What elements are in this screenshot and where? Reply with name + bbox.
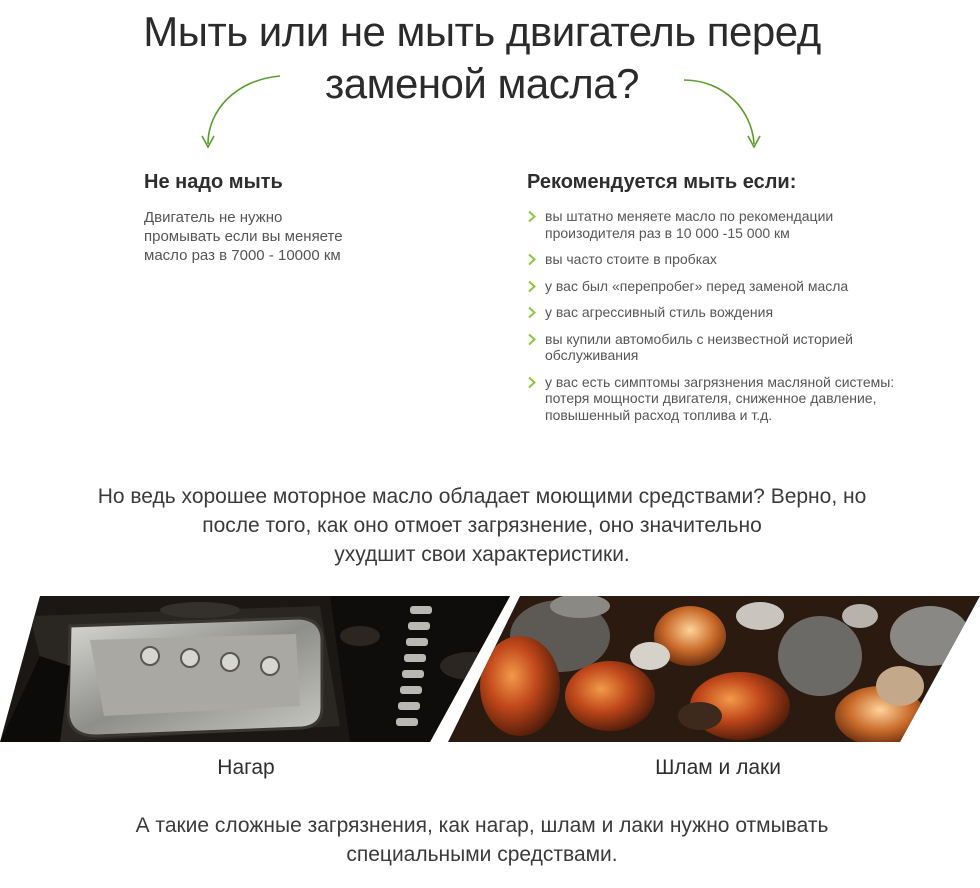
list-item-line: повышенный расход топлива и т.д.: [545, 406, 773, 423]
list-item-line: вы штатно меняете масло по рекомендации: [545, 208, 834, 224]
list-item: [527, 304, 957, 321]
list-item-line: у вас агрессивный стиль вождения: [545, 304, 774, 320]
chevron-right-icon: [527, 306, 537, 319]
carbon-deposit-caption: Нагар: [217, 756, 275, 779]
no-wash-text-line: масло раз в 7000 - 10000 км: [144, 247, 341, 264]
no-wash-column: [144, 168, 424, 265]
list-item-line: вы купили автомобиль с неизвестной историей: [545, 330, 853, 347]
chevron-right-icon: [527, 333, 537, 346]
list-item: [527, 251, 957, 268]
recommended-list: [527, 208, 957, 423]
chevron-right-icon: [527, 280, 537, 293]
list-item-line: произодителя раз в 10 000 -15 000 км: [545, 224, 790, 241]
oil-detergent-paragraph: [0, 482, 964, 569]
paragraph-line: специальными средствами.: [346, 843, 618, 866]
special-cleaning-paragraph: [0, 811, 964, 869]
list-item: [527, 208, 957, 241]
paragraph-line: А такие сложные загрязнения, как нагар, шлам и лаки нужно отмывать: [135, 814, 829, 837]
page-title: [0, 6, 964, 110]
list-item-line: обслуживания: [545, 347, 639, 363]
no-wash-text-line: промывать если вы меняете: [144, 228, 343, 245]
page-title-line-1: Мыть или не мыть двигатель перед: [143, 8, 821, 55]
list-item-line: потеря мощности двигателя, сниженное давление,: [545, 390, 877, 406]
carbon-deposit-photo: [0, 596, 520, 742]
chevron-right-icon: [527, 210, 537, 223]
list-item: [527, 331, 957, 364]
deposit-photos: [0, 596, 980, 742]
list-item: [527, 374, 957, 424]
curved-arrow-left-icon: [196, 70, 286, 154]
sludge-varnish-photo: [440, 596, 980, 742]
recommended-heading: Рекомендуется мыть если:: [527, 171, 797, 193]
list-item-line: у вас есть симптомы загрязнения масляной системы:: [545, 373, 895, 390]
no-wash-text: [144, 208, 424, 265]
paragraph-line: ухудшит свои характеристики.: [334, 543, 630, 566]
sludge-varnish-caption: Шлам и лаки: [655, 756, 781, 779]
no-wash-text-line: Двигатель не нужно: [144, 209, 283, 226]
chevron-right-icon: [527, 376, 537, 389]
paragraph-line: после того, как оно отмоет загрязнение, оно значительно: [202, 514, 762, 537]
curved-arrow-right-icon: [680, 70, 770, 154]
list-item-line: вы часто стоите в пробках: [545, 251, 717, 267]
no-wash-heading: Не надо мыть: [144, 171, 283, 193]
list-item: [527, 278, 957, 295]
list-item-line: у вас был «перепробег» перед заменой масла: [545, 277, 849, 294]
chevron-right-icon: [527, 253, 537, 266]
recommended-column: [527, 168, 957, 433]
page-title-line-2: заменой масла?: [325, 60, 639, 107]
paragraph-line: Но ведь хорошее моторное масло обладает моющими средствами? Верно, но: [97, 485, 867, 508]
